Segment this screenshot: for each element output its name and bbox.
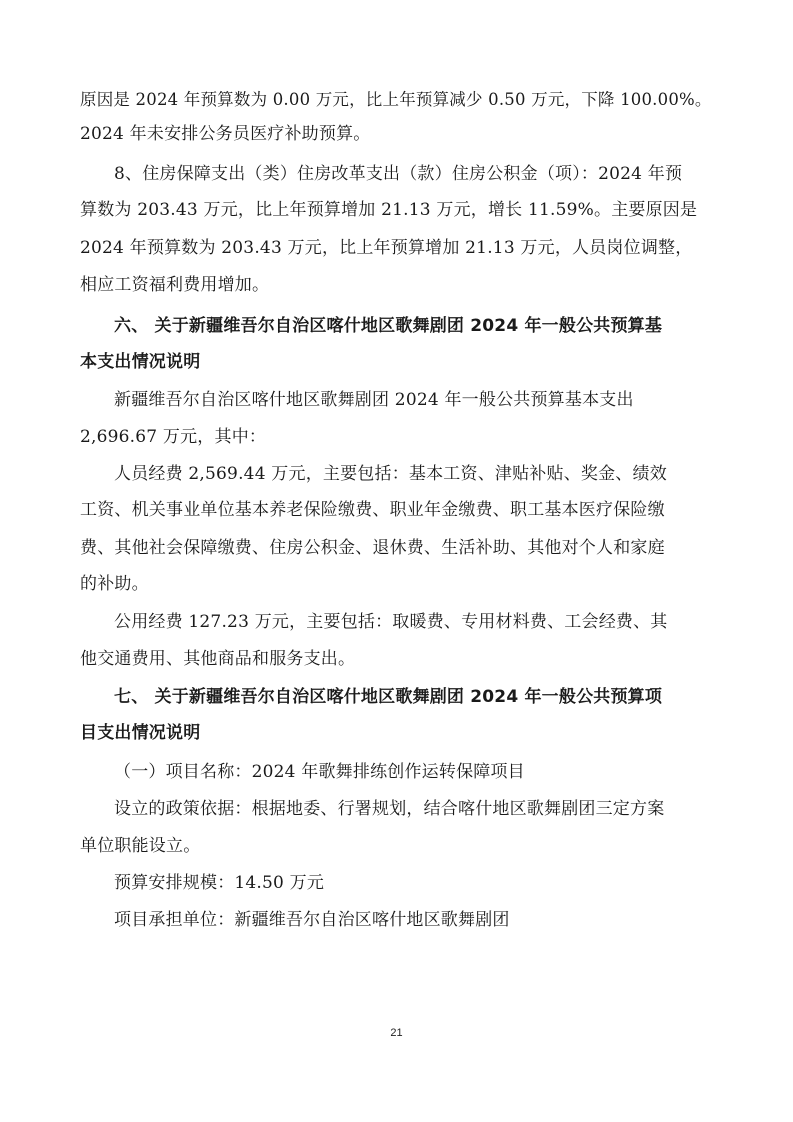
paragraph-line: 费、其他社会保障缴费、住房公积金、退休费、生活补助、其他对个人和家庭 xyxy=(80,538,665,558)
paragraph-line: 相应工资福利费用增加。 xyxy=(80,275,270,295)
paragraph-line: 预算安排规模：14.50 万元 xyxy=(114,873,325,893)
paragraph-line: 新疆维吾尔自治区喀什地区歌舞剧团 2024 年一般公共预算基本支出 xyxy=(114,390,634,410)
section-heading-7: 七、 关于新疆维吾尔自治区喀什地区歌舞剧团 2024 年一般公共预算项 xyxy=(114,687,663,707)
paragraph-line: 2024 年未安排公务员医疗补助预算。 xyxy=(80,124,371,144)
section-heading-6: 六、 关于新疆维吾尔自治区喀什地区歌舞剧团 2024 年一般公共预算基 xyxy=(114,316,663,336)
paragraph-line: 单位职能设立。 xyxy=(80,836,201,856)
paragraph-line: 项目承担单位：新疆维吾尔自治区喀什地区歌舞剧团 xyxy=(114,910,510,930)
paragraph-line: 算数为 203.43 万元，比上年预算增加 21.13 万元，增长 11.59%。主要原因是 xyxy=(80,200,698,220)
paragraph-line: （一）项目名称：2024 年歌舞排练创作运转保障项目 xyxy=(114,762,525,782)
paragraph-line: 的补助。 xyxy=(80,574,149,594)
paragraph-line: 他交通费用、其他商品和服务支出。 xyxy=(80,649,356,669)
paragraph-line: 工资、机关事业单位基本养老保险缴费、职业年金缴费、职工基本医疗保险缴 xyxy=(80,500,665,520)
paragraph-line: 8、住房保障支出（类）住房改革支出（款）住房公积金（项）：2024 年预 xyxy=(114,164,683,184)
section-heading-7-cont: 目支出情况说明 xyxy=(80,723,201,743)
paragraph-line: 原因是 2024 年预算数为 0.00 万元，比上年预算减少 0.50 万元，下降 100.00%。 xyxy=(80,90,712,109)
section-heading-6-cont: 本支出情况说明 xyxy=(80,352,201,372)
paragraph-line: 2,696.67 万元，其中： xyxy=(80,427,267,447)
paragraph-line: 2024 年预算数为 203.43 万元，比上年预算增加 21.13 万元，人员岗位调整， xyxy=(80,238,693,258)
paragraph-line: 人员经费 2,569.44 万元，主要包括：基本工资、津贴补贴、奖金、绩效 xyxy=(114,464,667,484)
page-number: 21 xyxy=(390,1027,403,1039)
paragraph-line: 设立的政策依据：根据地委、行署规划，结合喀什地区歌舞剧团三定方案 xyxy=(114,799,665,819)
paragraph-line: 公用经费 127.23 万元，主要包括：取暖费、专用材料费、工会经费、其 xyxy=(114,612,668,632)
